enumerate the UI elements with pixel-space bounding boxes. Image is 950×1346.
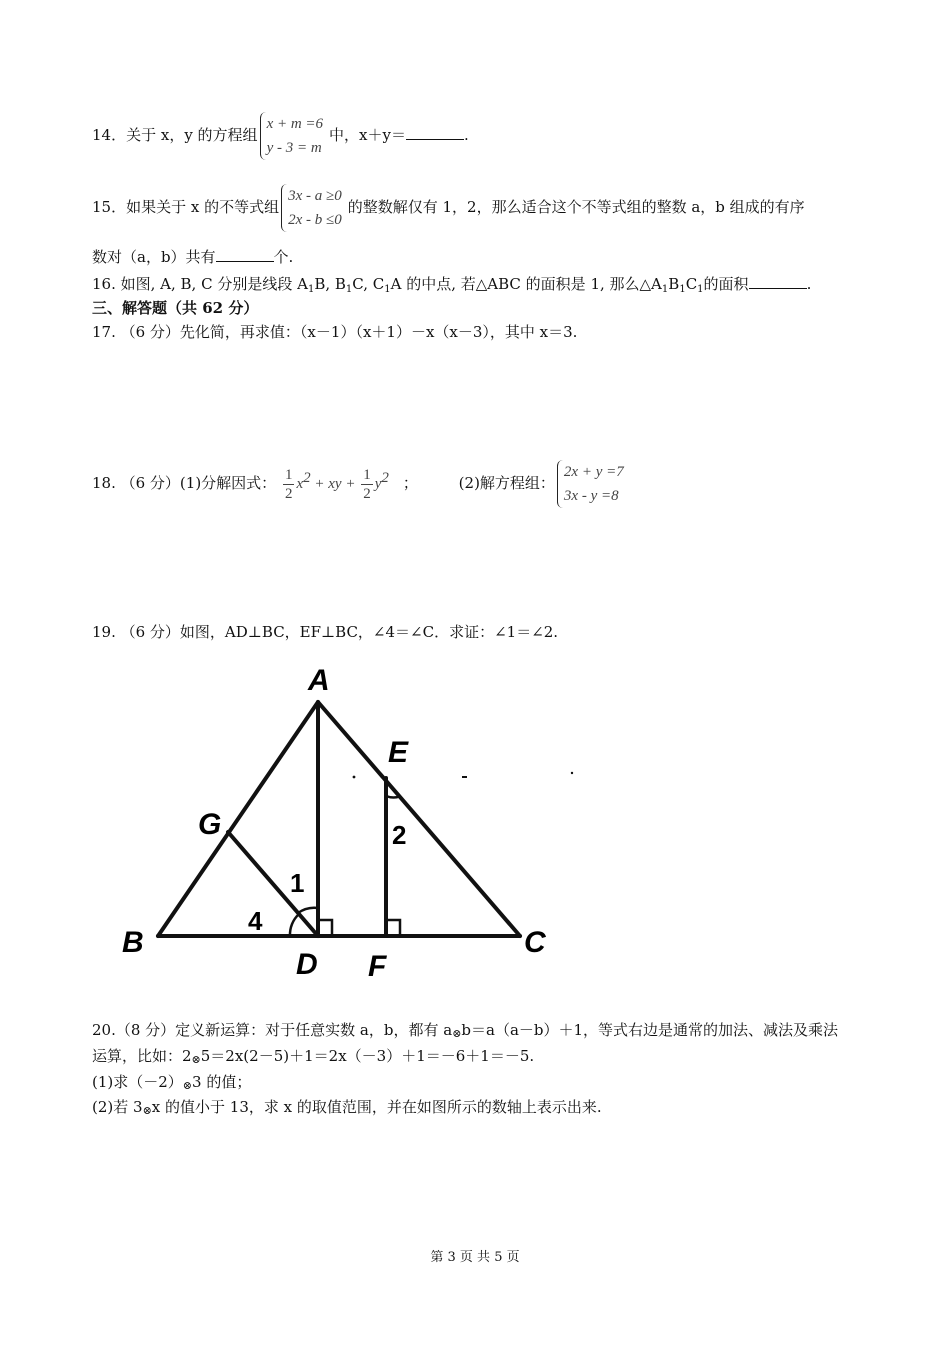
q18-fraction-2 bbox=[361, 466, 373, 503]
exponent: 2 bbox=[303, 470, 311, 486]
question-16 bbox=[92, 274, 811, 300]
q14-eq1: x + m =6 bbox=[266, 116, 324, 132]
triangle-figure bbox=[118, 660, 578, 990]
fraction-denominator: 2 bbox=[363, 485, 371, 502]
q14-prefix: 14．关于 x，y 的方程组 bbox=[92, 126, 258, 144]
q16-end: . bbox=[806, 275, 812, 293]
q14-end: . bbox=[463, 126, 469, 144]
q20-text: 运算，比如：2 bbox=[92, 1047, 192, 1065]
label-f: F bbox=[368, 950, 387, 983]
question-14 bbox=[92, 112, 469, 160]
question-20-line4 bbox=[92, 1097, 602, 1121]
segment-ac bbox=[318, 702, 520, 936]
question-20-line1 bbox=[92, 1020, 838, 1044]
label-g: G bbox=[198, 808, 222, 841]
q16-answer-blank bbox=[749, 274, 807, 289]
q18-term2: y bbox=[374, 476, 382, 492]
q18-term1: x bbox=[296, 476, 304, 492]
q14-equation-system bbox=[260, 112, 327, 160]
label-d: D bbox=[296, 948, 318, 981]
q20-text: (2)若 3 bbox=[92, 1098, 143, 1116]
q18-semicolon: ； bbox=[402, 474, 418, 492]
otimes-operator: ⊗ bbox=[191, 1053, 201, 1066]
q20-text: x 的值小于 13，求 x 的取值范围，并在如图所示的数轴上表示出来. bbox=[151, 1098, 602, 1116]
otimes-operator: ⊗ bbox=[142, 1104, 152, 1117]
q18-equation-system bbox=[557, 460, 628, 508]
fraction-denominator: 2 bbox=[284, 485, 293, 502]
q20-text: (1)求（－2） bbox=[92, 1073, 183, 1091]
page-footer: 第 3 页 共 5 页 bbox=[430, 1250, 520, 1265]
subscript: 1 bbox=[345, 284, 353, 295]
question-20-line3 bbox=[92, 1072, 251, 1096]
q15-suffix: 的整数解仅有 1，2，那么适合这个不等式组的整数 a，b 组成的有序 bbox=[347, 198, 805, 216]
angle-label-2: 2 bbox=[392, 820, 407, 850]
q18-part1: 18. （6 分）(1)分解因式： bbox=[92, 474, 277, 492]
subscript: 1 bbox=[307, 284, 315, 295]
q16-text: C bbox=[685, 275, 698, 293]
q16-text: B bbox=[668, 275, 680, 293]
q15-line2-end: 个. bbox=[273, 248, 294, 266]
q20-text: 5＝2x(2－5)＋1＝2x（－3）＋1＝－6＋1＝－5. bbox=[200, 1047, 535, 1065]
segment-ab bbox=[158, 702, 318, 936]
angle-label-4: 4 bbox=[248, 906, 263, 936]
q16-text: 16. 如图, A, B, C 分别是线段 A bbox=[92, 275, 308, 293]
stray-mark bbox=[462, 776, 467, 778]
q14-eq2: y - 3 = m bbox=[266, 140, 322, 156]
q20-text: 3 的值； bbox=[192, 1073, 252, 1091]
question-15-line2 bbox=[92, 247, 293, 267]
q20-text: b＝a（a－b）＋1，等式右边是通常的加法、减法及乘法 bbox=[461, 1021, 839, 1039]
q15-answer-blank bbox=[216, 247, 274, 262]
q18-eq2: 3x - y =8 bbox=[563, 488, 619, 504]
q14-suffix: 中，x＋y＝ bbox=[329, 126, 406, 144]
q16-text: B, B bbox=[314, 275, 346, 293]
q15-inequality-system bbox=[281, 184, 346, 232]
q15-eq1: 3x - a ≥0 bbox=[288, 188, 342, 204]
q16-text: A 的中点, 若△ABC 的面积是 1, 那么△A bbox=[390, 275, 662, 293]
q18-part2: (2)解方程组： bbox=[458, 474, 555, 492]
q18-fraction-1 bbox=[283, 466, 295, 503]
subscript: 1 bbox=[679, 284, 686, 295]
subscript: 1 bbox=[661, 284, 669, 295]
question-15 bbox=[92, 184, 805, 232]
q15-prefix: 15．如果关于 x 的不等式组 bbox=[92, 198, 280, 216]
label-a: A bbox=[308, 664, 330, 697]
q15-line2: 数对（a，b）共有 bbox=[92, 248, 216, 266]
otimes-operator: ⊗ bbox=[182, 1079, 193, 1092]
q14-answer-blank bbox=[406, 125, 464, 140]
stray-mark bbox=[353, 776, 356, 779]
angle-label-1: 1 bbox=[290, 868, 305, 898]
angle-4-arc bbox=[290, 914, 299, 936]
question-18 bbox=[92, 460, 630, 508]
question-19: 19. （6 分）如图，AD⊥BC，EF⊥BC，∠4＝∠C．求证：∠1＝∠2. bbox=[92, 623, 559, 641]
q15-eq2: 2x - b ≤0 bbox=[288, 212, 342, 228]
exponent: 2 bbox=[381, 470, 389, 486]
q16-text: C, C bbox=[352, 275, 385, 293]
subscript: 1 bbox=[384, 284, 391, 295]
otimes-operator: ⊗ bbox=[452, 1027, 462, 1040]
section-3-heading: 三、解答题（共 62 分） bbox=[92, 299, 259, 317]
right-angle-d bbox=[318, 920, 332, 936]
stray-mark bbox=[571, 772, 573, 774]
q16-text: 的面积 bbox=[703, 275, 749, 293]
label-b: B bbox=[122, 926, 144, 959]
fraction-numerator: 1 bbox=[363, 466, 371, 483]
q20-text: 20.（8 分）定义新运算：对于任意实数 a，b，都有 a bbox=[92, 1021, 453, 1039]
q18-mid: + xy + bbox=[310, 476, 360, 492]
label-c: C bbox=[524, 926, 546, 959]
right-angle-f bbox=[386, 920, 400, 936]
fraction-numerator: 1 bbox=[284, 466, 293, 483]
question-20-line2 bbox=[92, 1046, 534, 1070]
angle-2-arc bbox=[386, 796, 401, 797]
q18-eq1: 2x + y =7 bbox=[563, 464, 624, 480]
question-17: 17. （6 分）先化简，再求值：（x－1）（x＋1）－x（x－3），其中 x＝3. bbox=[92, 323, 578, 341]
label-e: E bbox=[388, 736, 409, 769]
subscript: 1 bbox=[697, 284, 704, 295]
segment-gd bbox=[228, 832, 318, 936]
angle-1-arc bbox=[298, 908, 318, 913]
